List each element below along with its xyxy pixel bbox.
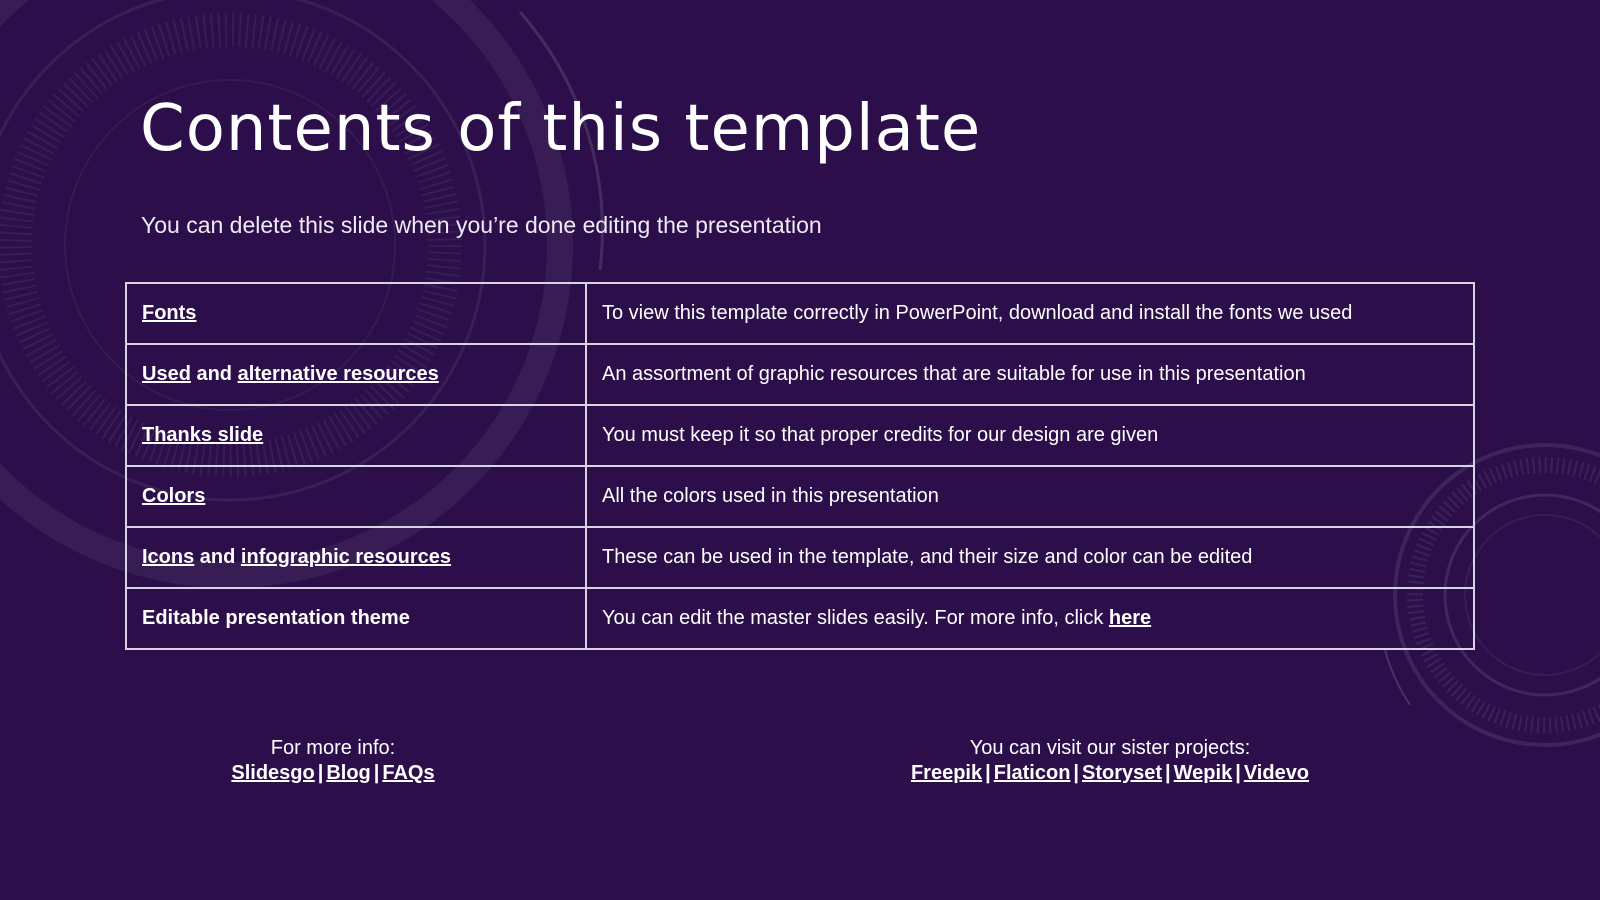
- videvo-link[interactable]: Videvo: [1243, 762, 1310, 784]
- used-link[interactable]: Used: [142, 363, 191, 385]
- footer-more-info-links: [183, 761, 483, 786]
- table-row: [126, 405, 1474, 466]
- icons-link[interactable]: Icons: [142, 546, 195, 568]
- row-label-cell: [126, 344, 586, 405]
- row-label-cell: [126, 283, 586, 344]
- row-description: You can edit the master slides easily. For more info, click: [602, 607, 1109, 629]
- table-row: [126, 466, 1474, 527]
- row-description-cell: [586, 527, 1474, 588]
- row-description-cell: [586, 588, 1474, 649]
- link-separator: |: [317, 762, 324, 784]
- footer-sister-projects: [830, 736, 1390, 786]
- table-row: [126, 344, 1474, 405]
- row-label-cell: [126, 466, 586, 527]
- page-subtitle: You can delete this slide when you’re done editing the presentation: [141, 212, 822, 238]
- blog-link[interactable]: Blog: [326, 762, 371, 784]
- row-description: All the colors used in this presentation: [602, 485, 939, 507]
- link-separator: |: [1073, 762, 1080, 784]
- fonts-link[interactable]: Fonts: [142, 302, 197, 324]
- contents-table: [125, 282, 1475, 650]
- faqs-link[interactable]: FAQs: [382, 762, 435, 784]
- wepik-link[interactable]: Wepik: [1173, 762, 1233, 784]
- thanks-slide-link[interactable]: Thanks slide: [142, 424, 264, 446]
- row-description-cell: [586, 344, 1474, 405]
- freepik-link[interactable]: Freepik: [910, 762, 983, 784]
- row-description-cell: [586, 405, 1474, 466]
- link-separator: |: [1235, 762, 1241, 784]
- page-title: Contents of this template: [140, 92, 982, 166]
- flaticon-link[interactable]: Flaticon: [993, 762, 1071, 784]
- footer-more-info-heading: For more info:: [270, 737, 396, 759]
- link-separator: |: [985, 762, 991, 784]
- table-row: [126, 283, 1474, 344]
- colors-link[interactable]: Colors: [142, 485, 206, 507]
- alternative-resources-link[interactable]: alternative resources: [237, 363, 439, 385]
- storyset-link[interactable]: Storyset: [1082, 762, 1163, 784]
- row-description: An assortment of graphic resources that are suitable for use in this presentation: [602, 363, 1306, 385]
- link-separator: |: [373, 762, 380, 784]
- row-label-text: Editable presentation theme: [142, 607, 410, 629]
- row-label-text: and: [190, 363, 238, 385]
- row-description-cell: [586, 466, 1474, 527]
- row-description: To view this template correctly in PowerPoint, download and install the fonts we used: [602, 302, 1353, 324]
- row-label-cell: [126, 527, 586, 588]
- slidesgo-link[interactable]: Slidesgo: [231, 762, 315, 784]
- here-link[interactable]: here: [1108, 607, 1152, 629]
- table-row: [126, 588, 1474, 649]
- row-description: You must keep it so that proper credits for our design are given: [602, 424, 1159, 446]
- row-label-text: and: [194, 546, 241, 568]
- link-separator: |: [1165, 762, 1171, 784]
- footer-sister-projects-links: [830, 761, 1390, 786]
- row-label-cell: [126, 588, 586, 649]
- footer-sister-projects-heading: You can visit our sister projects:: [969, 737, 1251, 759]
- row-description: These can be used in the template, and their size and color can be edited: [602, 546, 1253, 568]
- infographic-resources-link[interactable]: infographic resources: [240, 546, 451, 568]
- footer-more-info: [183, 736, 483, 786]
- row-label-cell: [126, 405, 586, 466]
- row-description-cell: [586, 283, 1474, 344]
- table-row: [126, 527, 1474, 588]
